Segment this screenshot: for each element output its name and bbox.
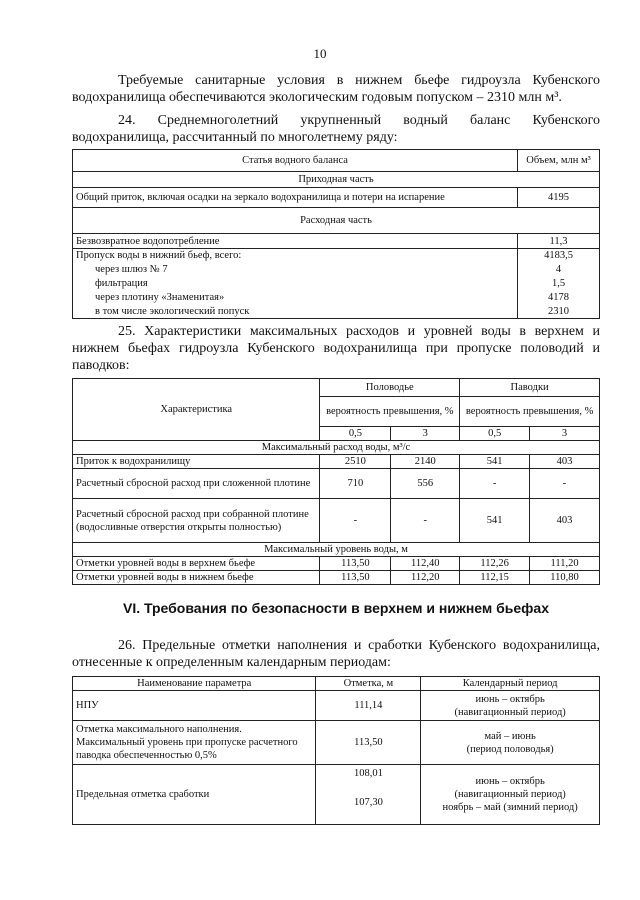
drawdown-mark [316,765,421,825]
cell-value: 112,15 [460,571,530,585]
period-line: (навигационный период) [454,789,566,800]
table-row [73,305,600,319]
row-label: Расчетный сбросной расход при сложенной плотине [73,469,320,499]
period-line: (период половодья) [466,743,554,755]
period-line: ноябрь – май (зимний период) [442,802,578,813]
cell-value: 556 [391,469,460,499]
page-number: 10 [313,46,327,61]
header-param: Наименование параметра [73,677,316,691]
cell-value: - [391,499,460,543]
cell-value: 541 [460,455,530,469]
outcome-label: Безвозвратное водопотребление [73,234,518,249]
cell-value: - [460,469,530,499]
income-title: Приходная часть [73,172,600,188]
outcome-label: в том числе экологический попуск [73,305,518,319]
outcome-value: 4178 [518,291,600,305]
section-max-flow: Максимальный расход воды, м³/с [73,441,600,455]
table-row [73,691,600,721]
cell-value: 112,26 [460,557,530,571]
income-label: Общий приток, включая осадки на зеркало водохранилища и потери на испарение [73,188,518,208]
outcome-label: Пропуск воды в нижний бьеф, всего: [73,249,518,263]
cell-value: 403 [530,455,600,469]
drawdown-period [421,765,600,825]
table-row [73,277,600,291]
cell-value: 2510 [320,455,391,469]
npu-period [421,691,600,721]
table-row [73,291,600,305]
outcome-label: через шлюз № 7 [73,263,518,277]
cell-value: 541 [460,499,530,543]
table-row [73,263,600,277]
table-row [73,721,600,765]
header-probability: вероятность превышения, % [460,397,600,427]
table-row [73,765,600,825]
table-row [73,249,600,263]
period-line: июнь – октябрь [475,776,545,787]
period-line: июнь – октябрь [475,693,545,705]
cell-value: - [320,499,391,543]
section-max-level: Максимальный уровень воды, м [73,543,600,557]
cell-value: 403 [530,499,600,543]
probability-value: 0,5 [320,427,391,441]
cell-value: 113,50 [320,557,391,571]
cell-value: 710 [320,469,391,499]
probability-value: 0,5 [460,427,530,441]
header-mark: Отметка, м [316,677,421,691]
max-fill-label: Отметка максимального наполнения. Максимальный уровень при пропуске расчетного паводка обеспеченностью 0,5% [73,721,316,765]
max-fill-mark: 113,50 [316,721,421,765]
cell-value: 113,50 [320,571,391,585]
probability-value: 3 [530,427,600,441]
header-volume: Объем, млн м³ [518,150,600,172]
max-fill-period [421,721,600,765]
table-row [73,557,600,571]
npu-label: НПУ [73,691,316,721]
cell-value: 2140 [391,455,460,469]
outcome-value: 1,5 [518,277,600,291]
header-freshets: Паводки [460,379,600,397]
mark-line: 107,30 [353,797,383,808]
income-value: 4195 [518,188,600,208]
paragraph-25: 25. Характеристики максимальных расходов и уровней воды в верхнем и нижнем бьефах гидроузла Кубенского водохранилища при пропуске половодий и паводков: [72,324,600,373]
mark-line: 108,01 [353,768,383,779]
cell-value: 112,20 [391,571,460,585]
outcome-label: фильтрация [73,277,518,291]
levels-table [72,676,600,825]
table-row [73,469,600,499]
outcome-label: через плотину «Знаменитая» [73,291,518,305]
table-row [73,455,600,469]
cell-value: 110,80 [530,571,600,585]
row-label: Приток к водохранилищу [73,455,320,469]
flow-level-table [72,378,600,585]
cell-value: 111,20 [530,557,600,571]
header-item: Статья водного баланса [73,150,518,172]
header-flood: Половодье [320,379,460,397]
water-balance-table [72,149,600,319]
npu-mark: 111,14 [316,691,421,721]
probability-value: 3 [391,427,460,441]
row-label: Отметки уровней воды в верхнем бьефе [73,557,320,571]
table-row [73,234,600,249]
table-row [73,188,600,208]
row-label: Отметки уровней воды в нижнем бьефе [73,571,320,585]
outcome-value: 11,3 [518,234,600,249]
period-line: май – июнь [484,730,536,742]
cell-value: - [530,469,600,499]
table-row [73,499,600,543]
header-probability: вероятность превышения, % [320,397,460,427]
header-characteristic: Характеристика [73,379,320,441]
row-label: Расчетный сбросной расход при собранной плотине (водосливные отверстия открыты полностью) [73,499,320,543]
outcome-title: Расходная часть [73,208,600,234]
table-row [73,571,600,585]
cell-value: 112,40 [391,557,460,571]
outcome-value: 4183,5 [518,249,600,263]
outcome-value: 4 [518,263,600,277]
header-period: Календарный период [421,677,600,691]
period-line: (навигационный период) [454,706,566,718]
outcome-value: 2310 [518,305,600,319]
intro-paragraph: Требуемые санитарные условия в нижнем бьефе гидроузла Кубенского водохранилища обеспечиваются экологическим годовым попуском – 2310 млн м³. [72,73,600,105]
section-heading: VI. Требования по безопасности в верхнем и нижнем бьефах [122,600,549,616]
paragraph-24: 24. Среднемноголетний укрупненный водный баланс Кубенского водохранилища, рассчитанный по многолетнему ряду: [72,113,600,145]
drawdown-label: Предельная отметка сработки [73,765,316,825]
paragraph-26: 26. Предельные отметки наполнения и сработки Кубенского водохранилища, отнесенные к определенным календарным периодам: [72,638,600,670]
